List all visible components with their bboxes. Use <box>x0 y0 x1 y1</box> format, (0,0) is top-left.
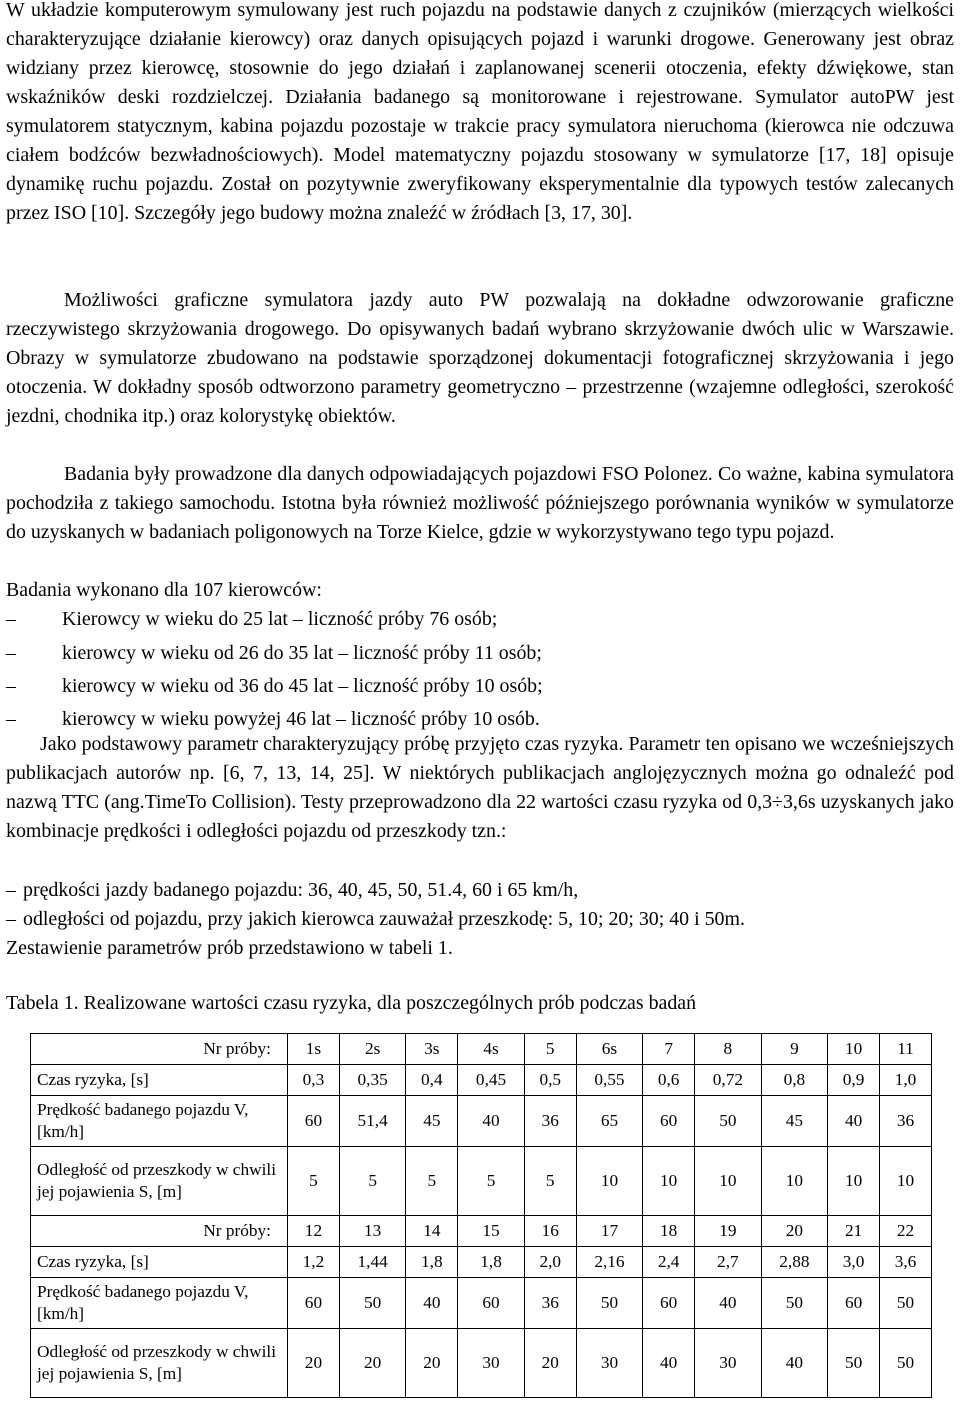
table-cell: 10 <box>643 1147 695 1216</box>
table-cell: 0,3 <box>288 1065 340 1096</box>
table-cell: 50 <box>695 1096 762 1147</box>
table-cell: 0,55 <box>576 1065 643 1096</box>
paragraph-simulator-description: W układzie komputerowym symulowany jest ruch pojazdu na podstawie danych z czujników (mierzących wielkości charakteryzujące działanie kierowcy) oraz danych opisujących pojazd i warunki drogowe. Generowany jest obraz widziany przez kierowcę, stosownie do jego działań i zaplanowanej scenerii otoczenia, efekty dźwiękowe, stan wskaźników deski rozdzielczej. Działania badanego są monitorowane i rejestrowane. Symulator autoPW jest symulatorem statycznym, kabina pojazdu pozostaje w trakcie pracy symulatora nieruchoma (kierowca nie odczuwa ciałem bodźców bezwładnościowych). Model matematyczny pojazdu stosowany w symulatorze [17, 18] opisuje dynamikę ruchu pojazdu. Został on pozytywnie zweryfikowany eksperymentalnie dla typowych testów zalecanych przez ISO [10]. Szczegóły jego budowy można znaleźć w źródłach [3, 17, 30]. <box>6 0 954 224</box>
table-cell: 51,4 <box>339 1096 406 1147</box>
table-cell: 10 <box>828 1147 880 1216</box>
table-row <box>31 1247 932 1278</box>
list-item <box>6 639 954 668</box>
table-cell: 5 <box>524 1147 576 1216</box>
table-cell: 60 <box>288 1278 340 1329</box>
table-cell: 45 <box>761 1096 828 1147</box>
table-cell: 5 <box>339 1147 406 1216</box>
dash-bullet-icon: – <box>6 908 16 930</box>
table-cell: 10 <box>828 1034 880 1065</box>
table-cell: 8 <box>695 1034 762 1065</box>
table-cell: 0,72 <box>695 1065 762 1096</box>
table-cell: 50 <box>880 1278 932 1329</box>
table-row <box>31 1096 932 1147</box>
list-item <box>6 876 954 905</box>
table-cell: 40 <box>828 1096 880 1147</box>
table-cell: 2,0 <box>524 1247 576 1278</box>
table-cell: 36 <box>880 1096 932 1147</box>
list-item-text: kierowcy w wieku od 26 do 35 lat – liczność próby 11 osób; <box>62 642 542 664</box>
table-cell: 1,2 <box>288 1247 340 1278</box>
list-item-text: kierowcy w wieku od 36 do 45 lat – liczność próby 10 osób; <box>62 675 543 697</box>
table-cell: 60 <box>828 1278 880 1329</box>
table-cell: 50 <box>880 1329 932 1398</box>
table-cell: 36 <box>524 1278 576 1329</box>
table-cell: 0,9 <box>828 1065 880 1096</box>
table-cell: 18 <box>643 1216 695 1247</box>
list-item <box>6 905 954 934</box>
table-cell: 40 <box>458 1096 525 1147</box>
table-caption: Tabela 1. Realizowane wartości czasu ryzyka, dla poszczególnych prób podczas badań <box>6 992 697 1014</box>
table-cell: 3,0 <box>828 1247 880 1278</box>
table-cell: 7 <box>643 1034 695 1065</box>
row-label: Prędkość badanego pojazdu V, [km/h] <box>31 1096 288 1147</box>
row-label: Odległość od przeszkody w chwili jej pojawienia S, [m] <box>31 1329 288 1398</box>
table-cell: 1,0 <box>880 1065 932 1096</box>
list-item-text: odległości od pojazdu, przy jakich kierowca zauważał przeszkodę: 5, 10; 20; 30; 40 i 50m. <box>23 908 745 930</box>
paragraph-fso-polonez: Badania były prowadzone dla danych odpowiadających pojazdowi FSO Polonez. Co ważne, kabina symulatora pochodziła z takiego samochodu. Istotna była również możliwość późniejszego porównania wyników w symulatorze do uzyskanych w badaniach poligonowych na Torze Kielce, gdzie w wykorzystywano tego typu pojazd. <box>6 463 954 543</box>
dash-bullet-icon: – <box>6 675 16 697</box>
table-cell: 20 <box>406 1329 458 1398</box>
table-cell: 60 <box>643 1278 695 1329</box>
table-cell: 30 <box>576 1329 643 1398</box>
table-cell: 3,6 <box>880 1247 932 1278</box>
row-label: Czas ryzyka, [s] <box>31 1065 288 1096</box>
list-item-text: prędkości jazdy badanego pojazdu: 36, 40, 45, 50, 51.4, 60 i 65 km/h, <box>23 879 579 901</box>
table-cell: 14 <box>406 1216 458 1247</box>
table-cell: 40 <box>643 1329 695 1398</box>
list-item <box>6 672 954 701</box>
table-cell: 20 <box>761 1216 828 1247</box>
table-row <box>31 1216 932 1247</box>
row-label: Prędkość badanego pojazdu V, [km/h] <box>31 1278 288 1329</box>
table-cell: 17 <box>576 1216 643 1247</box>
paragraph-summary: Zestawienie parametrów prób przedstawiono w tabeli 1. <box>6 937 453 959</box>
table-cell: 0,8 <box>761 1065 828 1096</box>
table-cell: 0,4 <box>406 1065 458 1096</box>
risk-time-table <box>30 1033 932 1398</box>
table-row <box>31 1034 932 1065</box>
table-cell: 4s <box>458 1034 525 1065</box>
table-cell: 0,35 <box>339 1065 406 1096</box>
paragraph-ttc: Jako podstawowy parametr charakteryzujący próbę przyjęto czas ryzyka. Parametr ten opisano we wcześniejszych publikacjach autorów np. [6, 7, 13, 14, 25]. W niektórych publikacjach anglojęzycznych można go odnaleźć pod nazwą TTC (ang.TimeTo Collision). Testy przeprowadzono dla 22 wartości czasu ryzyka od 0,3÷3,6s uzyskanych jako kombinacje prędkości i odległości pojazdu od przeszkody tzn.: <box>6 733 954 842</box>
list-item-text: Kierowcy w wieku do 25 lat – liczność próby 76 osób; <box>62 608 498 630</box>
table-cell: 36 <box>524 1096 576 1147</box>
dash-bullet-icon: – <box>6 608 16 630</box>
table-cell: 50 <box>576 1278 643 1329</box>
paragraph-drivers-intro: Badania wykonano dla 107 kierowców: <box>6 579 322 601</box>
table-cell: 2s <box>339 1034 406 1065</box>
list-item <box>6 605 954 634</box>
table-cell: 65 <box>576 1096 643 1147</box>
table-cell: 0,6 <box>643 1065 695 1096</box>
table-row <box>31 1065 932 1096</box>
table-cell: 0,5 <box>524 1065 576 1096</box>
table-cell: 16 <box>524 1216 576 1247</box>
table-cell: 10 <box>576 1147 643 1216</box>
table-cell: 60 <box>643 1096 695 1147</box>
table-cell: 60 <box>458 1278 525 1329</box>
table-cell: 13 <box>339 1216 406 1247</box>
dash-bullet-icon: – <box>6 708 16 730</box>
table-cell: 5 <box>524 1034 576 1065</box>
table-cell: 0,45 <box>458 1065 525 1096</box>
table-cell: 50 <box>339 1278 406 1329</box>
row-label: Czas ryzyka, [s] <box>31 1247 288 1278</box>
table-cell: 20 <box>288 1329 340 1398</box>
table-cell: 6s <box>576 1034 643 1065</box>
table-cell: 5 <box>458 1147 525 1216</box>
table-cell: 2,7 <box>695 1247 762 1278</box>
table-cell: 1s <box>288 1034 340 1065</box>
paragraph-graphics: Możliwości graficzne symulatora jazdy auto PW pozwalają na dokładne odwzorowanie graficzne rzeczywistego skrzyżowania drogowego. Do opisywanych badań wybrano skrzyżowanie dwóch ulic w Warszawie. Obrazy w symulatorze zbudowano na podstawie sporządzonej dokumentacji fotograficznej skrzyżowania i jego otoczenia. W dokładny sposób odtworzono parametry geometryczno – przestrzenne (wzajemne odległości, szerokość jezdni, chodnika itp.) oraz kolorystykę obiektów. <box>6 289 954 427</box>
table-row <box>31 1329 932 1398</box>
table-cell: 60 <box>288 1096 340 1147</box>
table-cell: 10 <box>761 1147 828 1216</box>
table-cell: 2,4 <box>643 1247 695 1278</box>
table-cell: 1,8 <box>406 1247 458 1278</box>
table-cell: 22 <box>880 1216 932 1247</box>
table-cell: 50 <box>761 1278 828 1329</box>
table-cell: 3s <box>406 1034 458 1065</box>
table-cell: 20 <box>524 1329 576 1398</box>
row-label: Nr próby: <box>31 1034 288 1065</box>
table-cell: 19 <box>695 1216 762 1247</box>
table-cell: 11 <box>880 1034 932 1065</box>
table-row <box>31 1278 932 1329</box>
table-cell: 40 <box>695 1278 762 1329</box>
table-cell: 40 <box>761 1329 828 1398</box>
table-cell: 2,16 <box>576 1247 643 1278</box>
table-cell: 20 <box>339 1329 406 1398</box>
table-cell: 12 <box>288 1216 340 1247</box>
table-cell: 15 <box>458 1216 525 1247</box>
table-cell: 1,8 <box>458 1247 525 1278</box>
table-cell: 10 <box>695 1147 762 1216</box>
table-cell: 9 <box>761 1034 828 1065</box>
table-cell: 30 <box>695 1329 762 1398</box>
table-cell: 21 <box>828 1216 880 1247</box>
table-cell: 2,88 <box>761 1247 828 1278</box>
table-cell: 50 <box>828 1329 880 1398</box>
table-cell: 10 <box>880 1147 932 1216</box>
table-cell: 45 <box>406 1096 458 1147</box>
dash-bullet-icon: – <box>6 879 16 901</box>
dash-bullet-icon: – <box>6 642 16 664</box>
table-cell: 5 <box>288 1147 340 1216</box>
table-cell: 5 <box>406 1147 458 1216</box>
row-label: Nr próby: <box>31 1216 288 1247</box>
table-cell: 1,44 <box>339 1247 406 1278</box>
table-cell: 40 <box>406 1278 458 1329</box>
list-item-text: kierowcy w wieku powyżej 46 lat – liczność próby 10 osób. <box>62 708 540 730</box>
table-cell: 30 <box>458 1329 525 1398</box>
row-label: Odległość od przeszkody w chwili jej pojawienia S, [m] <box>31 1147 288 1216</box>
table-row <box>31 1147 932 1216</box>
